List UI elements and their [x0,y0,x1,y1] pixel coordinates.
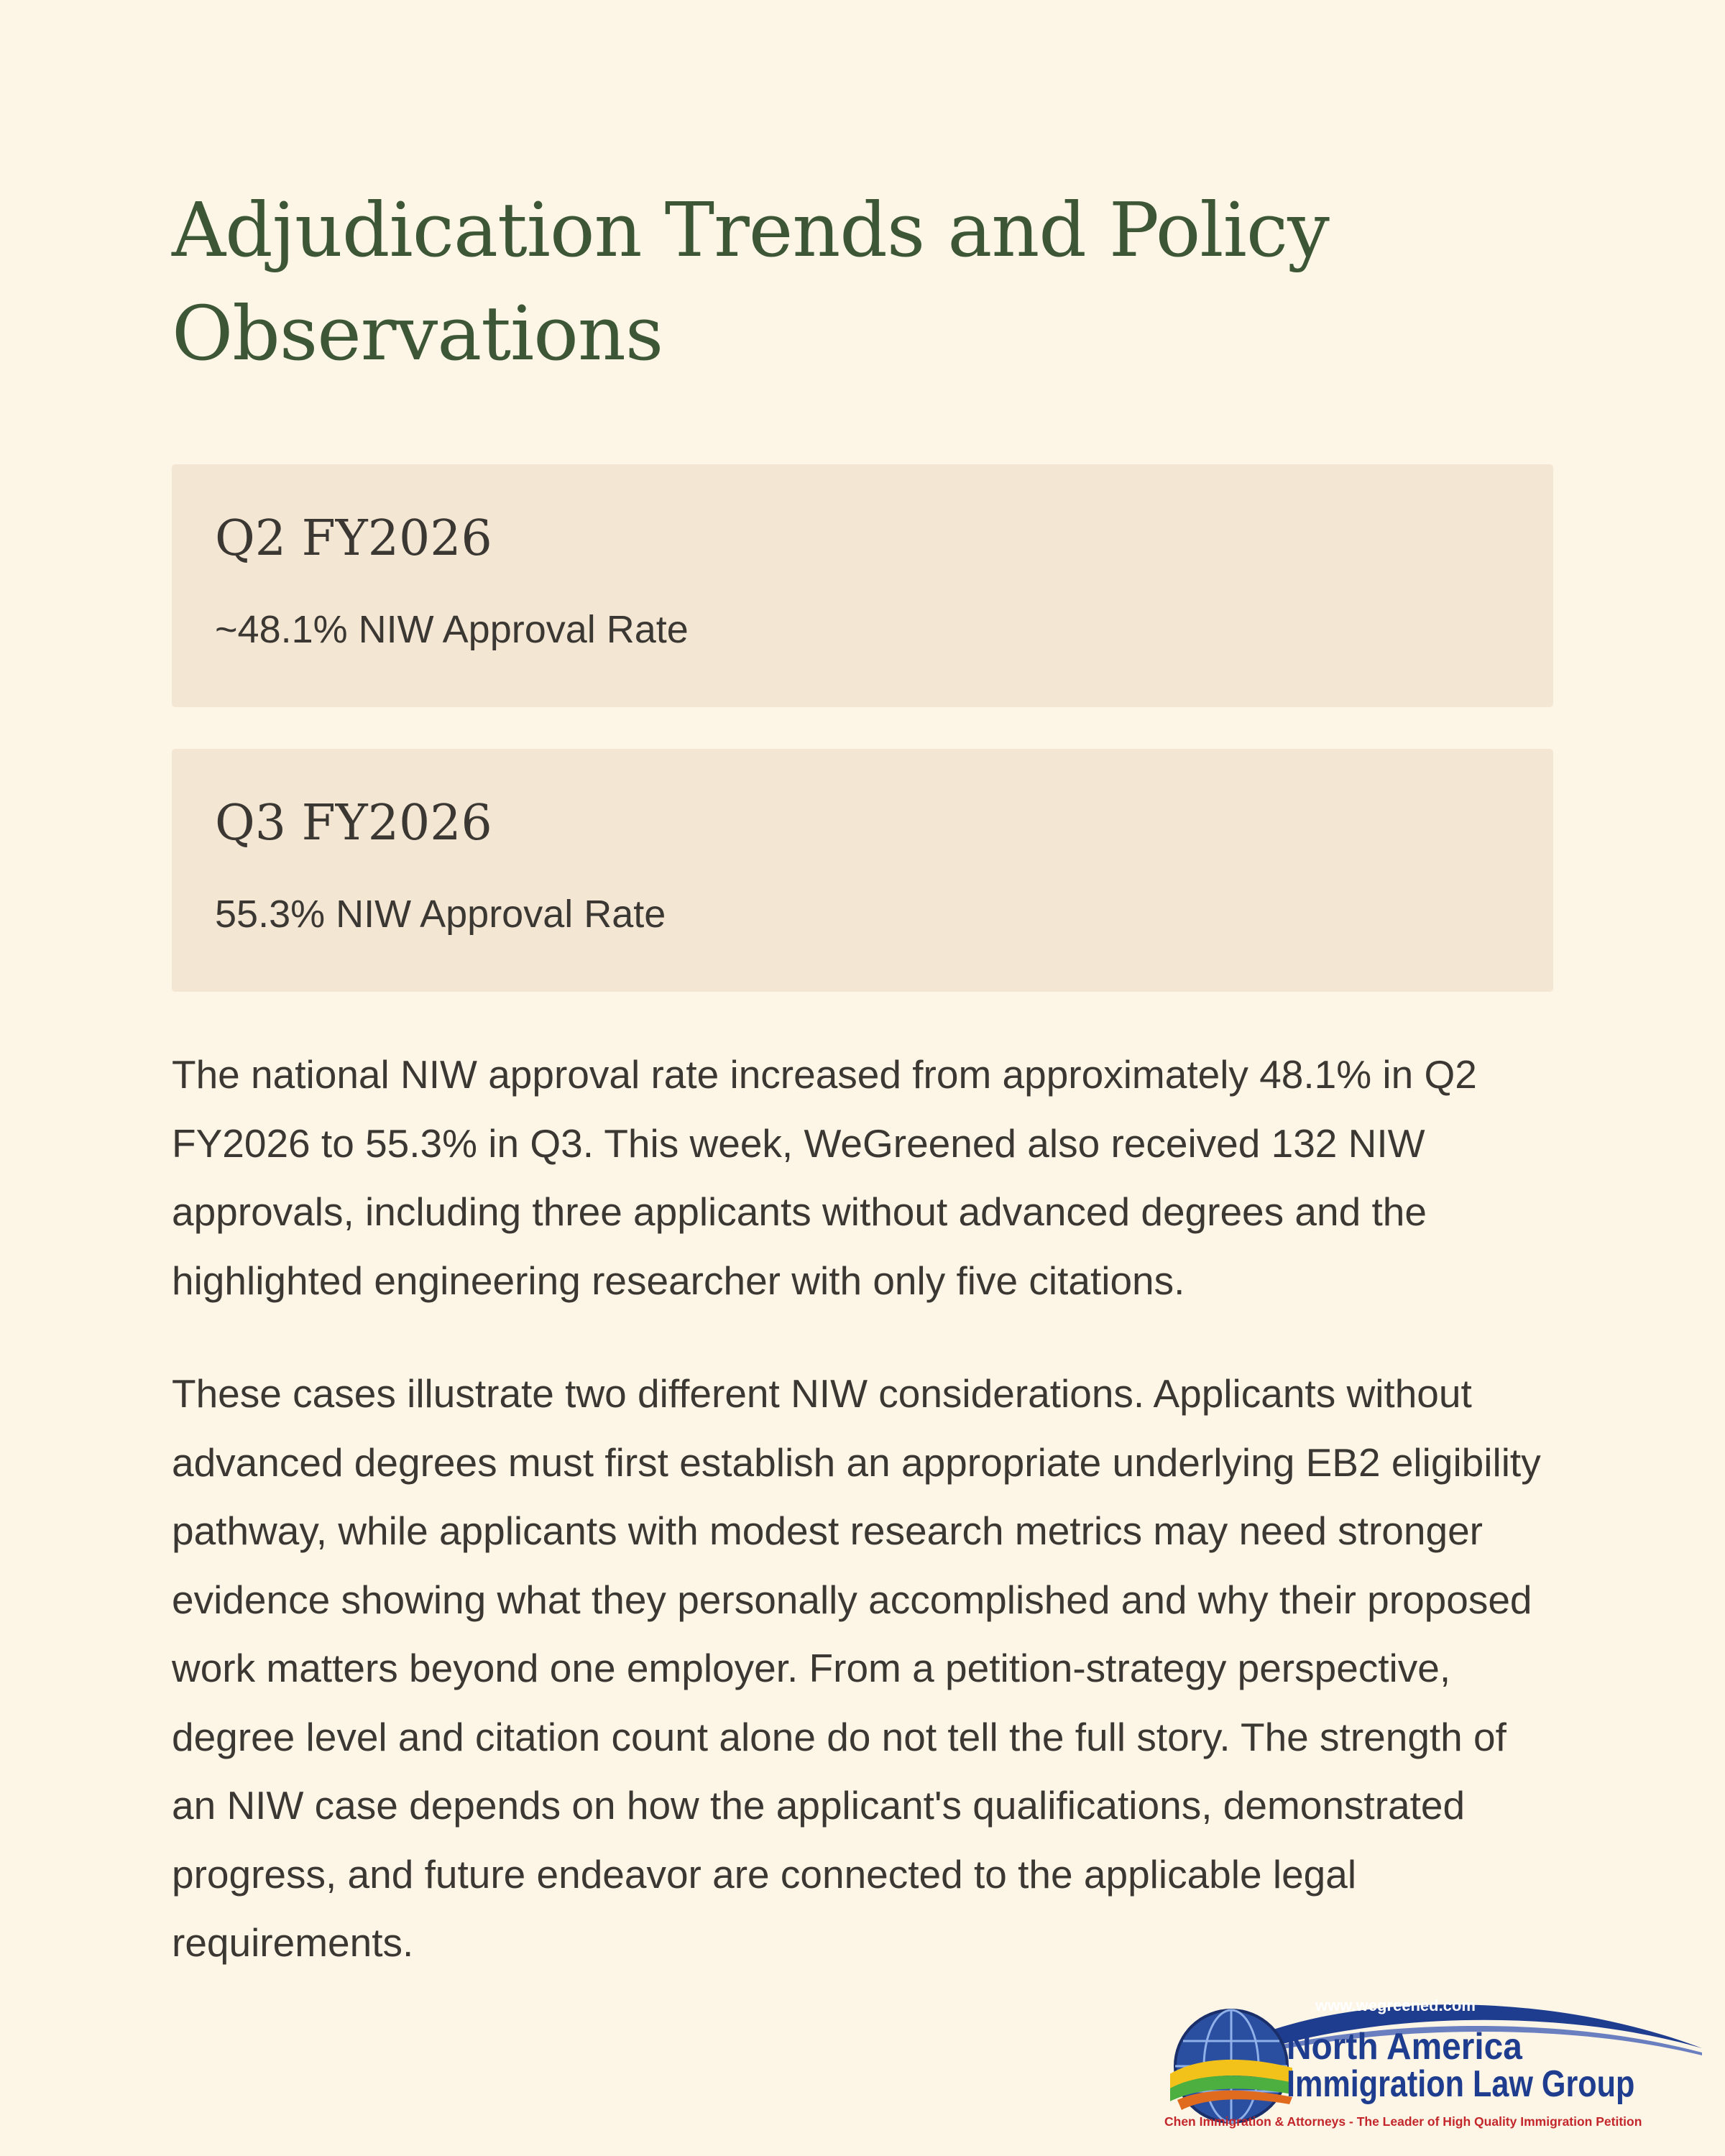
stat-value: ~48.1% NIW Approval Rate [215,608,689,651]
body-paragraph: These cases illustrate two different NIW considerations. Applicants without advanced degrees must first establish an appropriate underlying EB2 eligibility pathway, while applicants with modest research metrics may need stronger evidence showing what they personally accomplished and why their proposed work matters beyond one employer. From a petition-strategy perspective, degree level and citation count alone do not tell the full story. The strength of an NIW case depends on how the applicant's qualifications, demonstrated progress, and future endeavor are connected to the applicable legal requirements. [172,1371,1541,1965]
stat-value: 55.3% NIW Approval Rate [215,893,666,936]
page-title: Adjudication Trends and Policy Observations [172,186,1329,377]
stat-heading: Q2 FY2026 [215,510,492,567]
logo-tagline: Chen Immigration & Attorneys - The Leader of High Quality Immigration Petition [1164,2114,1642,2129]
stat-card-q3 [172,749,1553,992]
globe-icon [1170,2005,1292,2127]
logo-url: www.wegreened.com [1315,1996,1476,2014]
logo-name-line2: Immigration Law Group [1287,2063,1635,2105]
stat-heading: Q3 FY2026 [215,795,492,852]
logo-name-line1: North America [1287,2026,1522,2068]
stat-card-q2 [172,464,1553,707]
company-logo [1164,1991,1711,2149]
body-paragraph: The national NIW approval rate increased from approximately 48.1% in Q2 FY2026 to 55.3% in Q3. This week, WeGreened also received 132 NIW approvals, including three applicants without advanced degrees and the highlighted engineering researcher with only five citations. [172,1052,1477,1303]
